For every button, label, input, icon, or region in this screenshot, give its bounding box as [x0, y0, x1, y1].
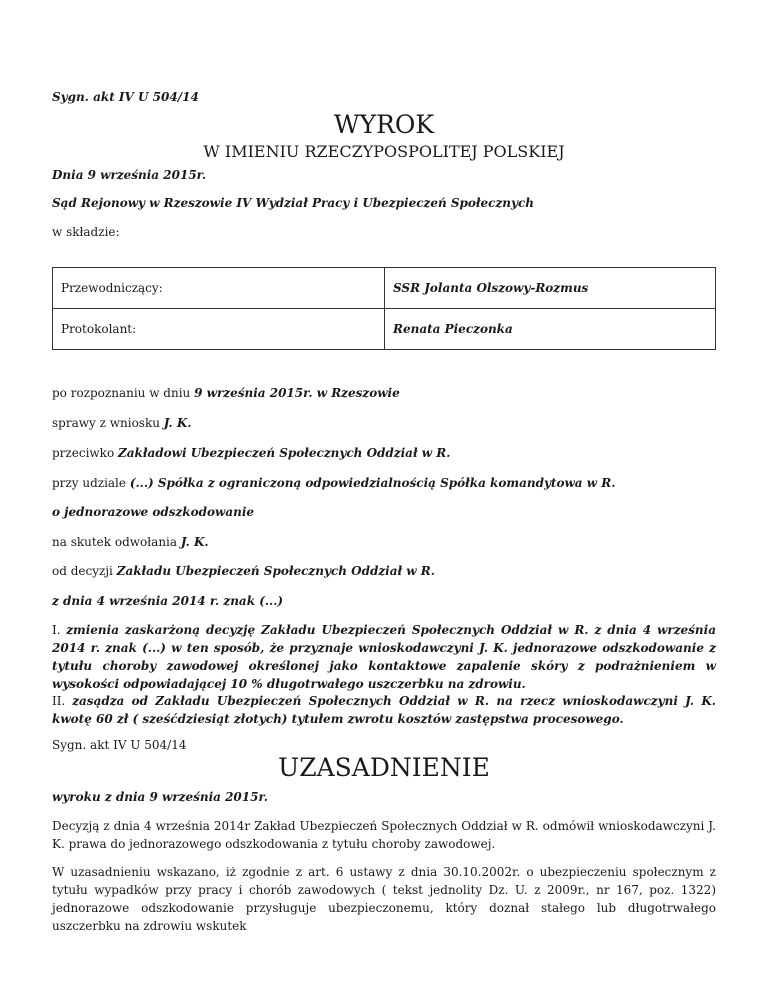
- appeal-line: [52, 534, 209, 550]
- justification-subtitle: wyroku z dnia 9 września 2015r.: [52, 790, 268, 804]
- verdict-point-number: II.: [52, 694, 66, 708]
- composition-name: SSR Jolanta Olszowy-Rozmus: [385, 268, 716, 309]
- composition-name: Renata Pieczonka: [385, 309, 716, 350]
- justification-paragraph: W uzasadnieniu wskazano, iż zgodnie z art. 6 ustawy z dnia 30.10.2002r. o ubezpieczeniu społecznym z tytułu wypadków przy pracy i chorób zawodowych ( tekst jednolity Dz. U. z 2009r., nr 167, poz. 1322) jednorazowe odszkodowanie przysługuje ubezpieczonemu, który doznał stałego lub długotrwałego uszczerbku na zdrowiu wskutek: [52, 865, 716, 933]
- verdict-point-number: I.: [52, 623, 61, 637]
- verdict-date: Dnia 9 września 2015r.: [52, 168, 207, 182]
- matter-prefix: sprawy z wniosku: [52, 416, 164, 430]
- decision-value: Zakładu Ubezpieczeń Społecznych Oddział w R.: [116, 564, 435, 578]
- against-prefix: przeciwko: [52, 446, 118, 460]
- hearing-prefix: po rozpoznaniu w dniu: [52, 386, 195, 400]
- appeal-prefix: na skutek odwołania: [52, 535, 181, 549]
- decision-prefix: od decyzji: [52, 564, 117, 578]
- hearing-line: [52, 385, 400, 401]
- against-value: Zakładowi Ubezpieczeń Społecznych Oddział w R.: [117, 446, 451, 460]
- case-subject: o jednorazowe odszkodowanie: [52, 505, 255, 519]
- justification-signature: Sygn. akt IV U 504/14: [52, 738, 187, 752]
- verdict-title: WYROK: [333, 110, 435, 139]
- composition-role: Przewodniczący:: [53, 268, 385, 309]
- participation-value: (...) Spółka z ograniczoną odpowiedzialnością Spółka komandytowa w R.: [129, 476, 616, 490]
- verdict-point: [52, 692, 716, 728]
- verdict-point-text: zmienia zaskarżoną decyzję Zakładu Ubezpieczeń Społecznych Oddział w R. z dnia 4 września 2014 r. znak (...) w ten sposób, że przyznaje wnioskodawczyni J. K. jednorazowe odszkodowanie z tytułu choroby zawodowej określonej jako kontaktowe zapalenie skóry z podrażnieniem w wysokości odpowiadającej 10 % długotrwałego uszczerbku na zdrowiu.: [52, 623, 716, 691]
- verdict-point: [52, 621, 716, 693]
- verdict-subtitle: W IMIENIU RZECZYPOSPOLITEJ POLSKIEJ: [203, 142, 565, 161]
- verdict-point-text: zasądza od Zakładu Ubezpieczeń Społecznych Oddział w R. na rzecz wnioskodawczyni J. K. kwotę 60 zł ( sześćdziesiąt złotych) tytułem zwrotu kosztów zastępstwa procesowego.: [52, 694, 716, 726]
- justification-title: UZASADNIENIE: [278, 753, 490, 782]
- composition-role: Protokolant:: [53, 309, 385, 350]
- participation-prefix: przy udziale: [52, 476, 130, 490]
- composition-row: [53, 268, 716, 309]
- composition-intro: w składzie:: [52, 225, 120, 239]
- against-line: [52, 445, 450, 461]
- composition-table: [52, 267, 716, 350]
- hearing-value: 9 września 2015r. w Rzeszowie: [194, 386, 400, 400]
- court-name: Sąd Rejonowy w Rzeszowie IV Wydział Pracy i Ubezpieczeń Społecznych: [52, 196, 535, 210]
- decision-line: [52, 563, 435, 579]
- appeal-value: J. K.: [180, 535, 209, 549]
- participation-line: [52, 475, 615, 491]
- matter-line: [52, 415, 192, 431]
- decision-date: z dnia 4 września 2014 r. znak (...): [52, 594, 284, 608]
- case-signature: Sygn. akt IV U 504/14: [52, 90, 199, 104]
- matter-value: J. K.: [163, 416, 192, 430]
- justification-paragraph: Decyzją z dnia 4 września 2014r Zakład Ubezpieczeń Społecznych Oddział w R. odmówił wnioskodawczyni J. K. prawa do jednorazowego odszkodowania z tytułu choroby zawodowej.: [52, 819, 716, 851]
- composition-row: [53, 309, 716, 350]
